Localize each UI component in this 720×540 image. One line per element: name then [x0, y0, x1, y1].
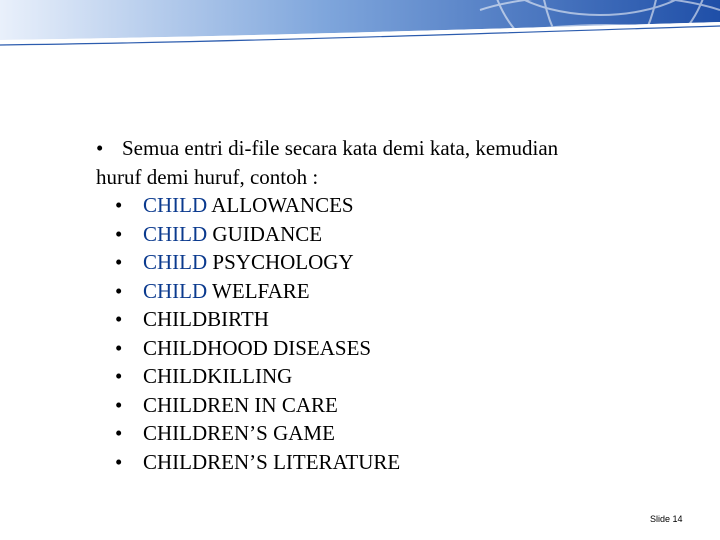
list-item [96, 277, 676, 306]
list-item-text: CHILDKILLING [143, 364, 293, 388]
list-item [96, 191, 676, 220]
slide-body [96, 134, 676, 476]
list-item-text: CHILDREN’S GAME [143, 421, 335, 445]
list-item [96, 391, 676, 420]
lead-line-2: huruf demi huruf, contoh : [96, 164, 319, 189]
list-item [96, 220, 676, 249]
bullet-icon: • [115, 221, 123, 246]
list-item-text: WELFARE [207, 278, 310, 303]
bullet-icon: • [115, 364, 123, 388]
list-item-text: CHILDHOOD DISEASES [143, 335, 372, 360]
list-item-text: CHILDBIRTH [143, 307, 269, 331]
lead-paragraph [96, 134, 676, 191]
bullet-icon: • [96, 136, 104, 160]
header-banner [0, 0, 720, 80]
list-item-highlight: CHILD [143, 250, 208, 274]
bullet-icon: • [115, 392, 123, 417]
bullet-icon: • [115, 193, 123, 217]
list-item [96, 334, 676, 363]
list-item-highlight: CHILD [143, 221, 208, 246]
bullet-icon: • [115, 278, 123, 303]
bullet-icon: • [115, 421, 123, 445]
list-item [96, 362, 676, 391]
bullet-icon: • [115, 307, 123, 331]
list-item-text: PSYCHOLOGY [207, 250, 354, 274]
list-item-text: CHILDREN’S LITERATURE [143, 449, 401, 474]
list-item [96, 448, 676, 477]
list-item-text: CHILDREN IN CARE [143, 392, 338, 417]
list-item-text: GUIDANCE [207, 221, 323, 246]
bullet-icon: • [115, 335, 123, 360]
list-item [96, 248, 676, 277]
list-item [96, 305, 676, 334]
lead-line-1: Semua entri di-file secara kata demi kata, kemudian [122, 136, 559, 160]
list-item [96, 419, 676, 448]
list-item-highlight: CHILD [143, 278, 208, 303]
bullet-icon: • [115, 250, 123, 274]
slide-number: Slide 14 [650, 514, 683, 524]
list-item-highlight: CHILD [143, 193, 208, 217]
example-list [96, 191, 676, 476]
list-item-text: ALLOWANCES [207, 193, 354, 217]
bullet-icon: • [115, 449, 123, 474]
